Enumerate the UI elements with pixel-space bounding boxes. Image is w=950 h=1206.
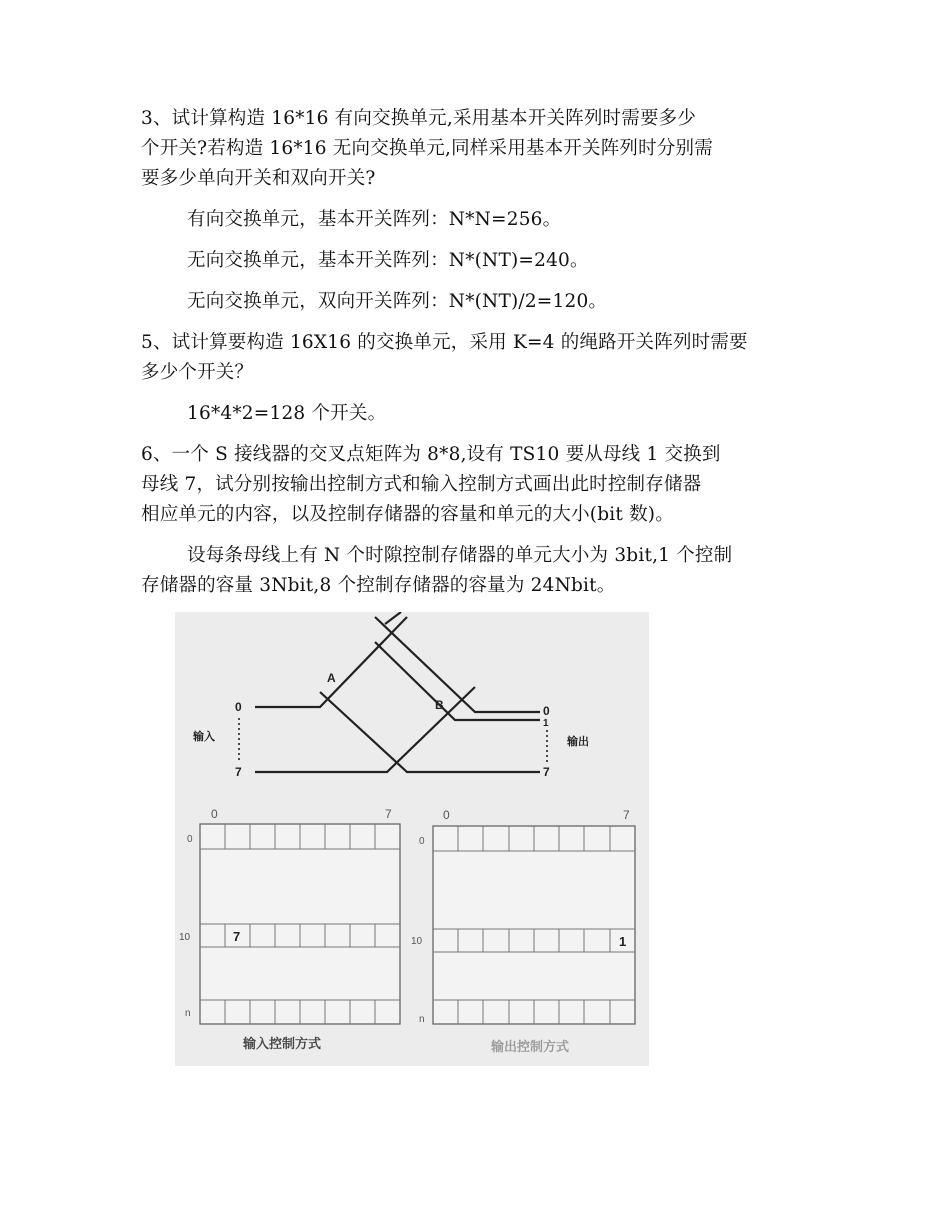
question-6-line-1: 6、一个 S 接线器的交叉点矩阵为 8*8,设有 TS10 要从母线 1 交换到 [141,444,721,465]
question-5-line-1: 5、试计算要构造 16X16 的交换单元，采用 K=4 的绳路开关阵列时需要 [141,332,748,353]
left-memory-col-last: 7 [385,807,392,821]
input-bus-0-label: 0 [235,700,242,714]
output-side-label: 输出 [567,736,589,748]
input-bus-7-label: 7 [235,765,242,779]
right-memory-cell-value: 1 [619,934,627,949]
input-side-label: 输入 [193,731,215,743]
answer-3-undirected-bidirectional: 无向交换单元，双向开关阵列：N*(NT)/2=120。 [187,291,608,312]
right-memory-caption: 输出控制方式 [491,1039,570,1054]
crosspoint-a-label: A [327,671,336,685]
s-switch-figure [175,612,649,1066]
question-3-line-3: 要多少单向开关和双向开关? [141,168,376,189]
question-3-line-1: 3、试计算构造 16*16 有向交换单元,采用基本开关阵列时需要多少 [141,108,697,129]
answer-6-line-2: 存储器的容量 3Nbit,8 个控制存储器的容量为 24Nbit。 [141,575,616,596]
output-bus-1-label: 1 [543,718,549,729]
answer-3-undirected-basic: 无向交换单元，基本开关阵列：N*(NT)=240。 [187,250,589,271]
right-control-memory [411,808,635,1054]
figure-svg [175,612,649,1066]
output-bus-0-label: 0 [543,704,550,718]
question-6-line-3: 相应单元的内容，以及控制存储器的容量和单元的大小(bit 数)。 [141,504,674,525]
output-bus-7-label: 7 [543,765,550,779]
question-5-line-2: 多少个开关？ [141,362,254,383]
left-memory-row-mid: 10 [179,932,191,943]
crosspoint-b-label: B [435,698,444,712]
answer-5: 16*4*2=128 个开关。 [187,403,387,424]
left-control-memory [179,807,400,1051]
left-memory-cell-value: 7 [233,929,241,944]
right-memory-row-first: 0 [419,836,425,847]
question-3-line-2: 个开关?若构造 16*16 无向交换单元,同样采用基本开关阵列时分别需 [141,138,713,159]
left-memory-row-last: n [185,1008,191,1019]
question-6-line-2: 母线 7，试分别按输出控制方式和输入控制方式画出此时控制存储器 [141,474,702,495]
answer-3-directed: 有向交换单元，基本开关阵列：N*N=256。 [187,209,562,230]
right-memory-col-first: 0 [443,808,450,822]
right-memory-row-last: n [419,1014,425,1025]
left-memory-row-first: 0 [187,834,193,845]
left-memory-caption: 输入控制方式 [243,1036,322,1051]
right-memory-frame [433,826,635,1024]
right-memory-col-last: 7 [623,808,630,822]
answer-6-line-1: 设每条母线上有 N 个时隙控制存储器的单元大小为 3bit,1 个控制 [187,545,733,566]
left-memory-col-first: 0 [211,807,218,821]
right-memory-row-mid: 10 [411,936,423,947]
